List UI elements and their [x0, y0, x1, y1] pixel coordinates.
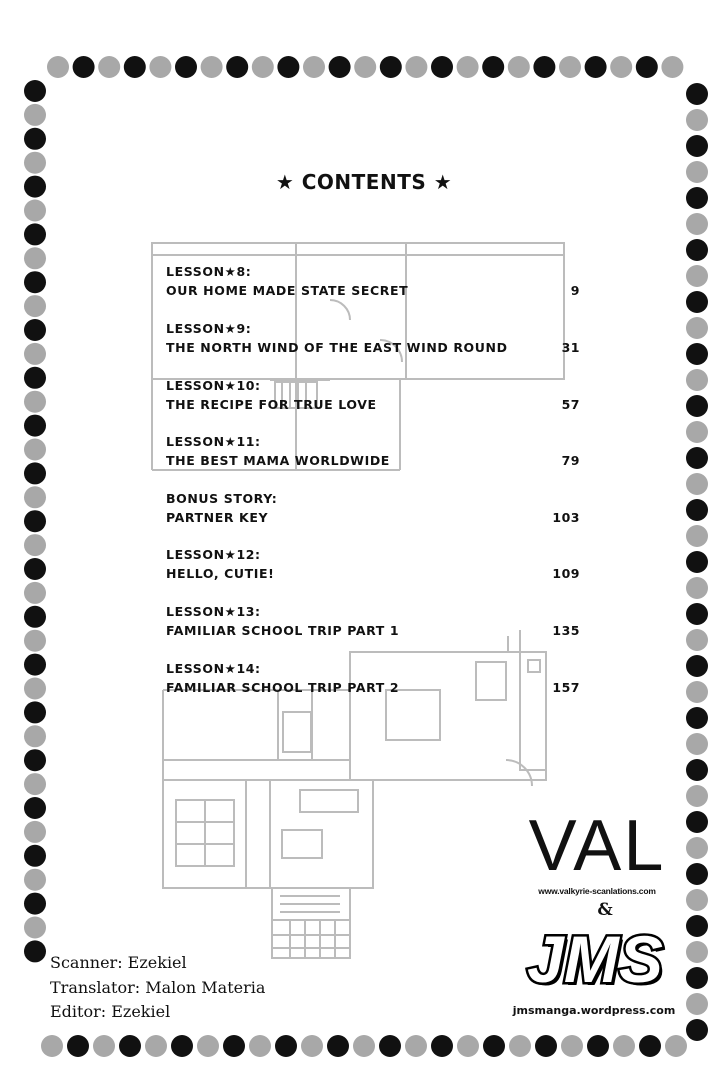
border-dot [587, 1035, 609, 1057]
border-dot [249, 1035, 271, 1057]
border-dot [24, 104, 46, 126]
border-dot [380, 56, 402, 78]
border-dot [559, 56, 581, 78]
toc-entry-title: PARTNER KEY [166, 510, 269, 525]
border-dot [686, 551, 708, 573]
toc-entry-label: LESSON★11: [166, 434, 261, 449]
credit-translator: Translator: Malon Materia [50, 977, 266, 997]
toc-entry-title: THE RECIPE FOR TRUE LOVE [166, 397, 377, 412]
toc-entry-page: 103 [552, 510, 580, 525]
toc-entry-title: THE NORTH WIND OF THE EAST WIND ROUND [166, 340, 508, 355]
border-dot [124, 56, 146, 78]
border-dot [24, 582, 46, 604]
toc-entry-page: 109 [552, 566, 580, 581]
border-dot [98, 56, 120, 78]
border-dot [24, 869, 46, 891]
border-dot [686, 317, 708, 339]
border-dot [686, 83, 708, 105]
border-dot [41, 1035, 63, 1057]
border-dot [275, 1035, 297, 1057]
val-website[interactable]: www.valkyrie-scanlations.com [538, 886, 656, 896]
toc-entry-label: LESSON★10: [166, 378, 261, 393]
border-dot [303, 56, 325, 78]
border-dot [24, 558, 46, 580]
toc-entry-label: LESSON★8: [166, 264, 252, 279]
toc-entry-lesson-9[interactable] [166, 319, 580, 371]
border-dot [67, 1035, 89, 1057]
border-dot [24, 128, 46, 150]
toc-entry-lesson-13[interactable] [166, 602, 580, 654]
border-dot [24, 415, 46, 437]
border-dot [24, 534, 46, 556]
contents-title: ★ CONTENTS ★ [275, 170, 453, 194]
border-dot [686, 759, 708, 781]
border-dot [636, 56, 658, 78]
border-dot [686, 343, 708, 365]
toc-entry-lesson-14[interactable] [166, 659, 580, 711]
toc-entry-label: LESSON★13: [166, 604, 261, 619]
border-dot [175, 56, 197, 78]
credit-editor: Editor: Ezekiel [50, 1002, 171, 1021]
toc-entry-label: LESSON★14: [166, 661, 261, 676]
border-dot [354, 56, 376, 78]
border-dot [24, 678, 46, 700]
toc-entry-lesson-10[interactable] [166, 376, 580, 428]
border-dot [686, 239, 708, 261]
border-dot [405, 1035, 427, 1057]
border-dot [24, 821, 46, 843]
border-dot [457, 1035, 479, 1057]
border-dot [483, 1035, 505, 1057]
border-dot [509, 1035, 531, 1057]
toc-entry-page: 31 [561, 340, 580, 355]
border-dot [535, 1035, 557, 1057]
border-dot [24, 845, 46, 867]
toc-entry-title: OUR HOME MADE STATE SECRET [166, 283, 409, 298]
border-dot [24, 773, 46, 795]
toc-entry-page: 79 [561, 453, 580, 468]
border-dot [24, 247, 46, 269]
border-dot [329, 56, 351, 78]
border-dot [252, 56, 274, 78]
border-dot [686, 291, 708, 313]
border-dot [482, 56, 504, 78]
toc-entry-page: 9 [570, 283, 580, 298]
border-dot [24, 391, 46, 413]
border-dot [686, 525, 708, 547]
border-dot [661, 56, 683, 78]
toc-entry-page: 57 [561, 397, 580, 412]
border-dot [686, 863, 708, 885]
border-dot [686, 707, 708, 729]
toc-entry-lesson-12[interactable] [166, 545, 580, 597]
border-dot [457, 56, 479, 78]
toc-entry-lesson-11[interactable] [166, 432, 580, 484]
border-dot [24, 701, 46, 723]
border-dot [24, 749, 46, 771]
border-dot [686, 993, 708, 1015]
toc-entry-title: FAMILIAR SCHOOL TRIP PART 2 [166, 680, 400, 695]
border-dot [585, 56, 607, 78]
border-dot [73, 56, 95, 78]
border-dot [24, 462, 46, 484]
border-dot [24, 893, 46, 915]
border-dot [145, 1035, 167, 1057]
border-dot [686, 395, 708, 417]
border-dot [277, 56, 299, 78]
val-logo: VAL [528, 806, 666, 886]
credit-scanner: Scanner: Ezekiel [50, 953, 187, 972]
border-dot [561, 1035, 583, 1057]
border-dot [686, 473, 708, 495]
border-dot [686, 811, 708, 833]
toc-entry-page: 157 [552, 680, 580, 695]
border-dot [197, 1035, 219, 1057]
border-dot [379, 1035, 401, 1057]
toc-entry-title: THE BEST MAMA WORLDWIDE [166, 453, 390, 468]
toc-entry-title: FAMILIAR SCHOOL TRIP PART 1 [166, 623, 400, 638]
border-dot [301, 1035, 323, 1057]
border-dot [24, 271, 46, 293]
scanlation-credits [50, 951, 265, 1025]
toc-entry-label: LESSON★12: [166, 547, 261, 562]
border-dot [686, 655, 708, 677]
border-dot [686, 889, 708, 911]
border-dot [119, 1035, 141, 1057]
toc-entry-title: HELLO, CUTIE! [166, 566, 275, 581]
border-dot [24, 295, 46, 317]
border-dot [24, 80, 46, 102]
jms-logo: JMS [527, 922, 663, 996]
border-dot [24, 797, 46, 819]
border-dot [24, 223, 46, 245]
border-dot [24, 343, 46, 365]
border-dot [686, 681, 708, 703]
border-dot [24, 367, 46, 389]
border-dot [24, 510, 46, 532]
border-dot [639, 1035, 661, 1057]
border-dot [686, 421, 708, 443]
ampersand: & [597, 900, 613, 920]
border-dot [686, 967, 708, 989]
border-dot [533, 56, 555, 78]
border-dot [686, 447, 708, 469]
border-dot [171, 1035, 193, 1057]
border-dot [686, 785, 708, 807]
border-dot [686, 603, 708, 625]
toc-entry-label: BONUS STORY: [166, 491, 278, 506]
border-dot [93, 1035, 115, 1057]
border-dot [405, 56, 427, 78]
border-dot [24, 319, 46, 341]
border-dot [686, 213, 708, 235]
border-dot [353, 1035, 375, 1057]
border-dot [24, 940, 46, 962]
border-dot [201, 56, 223, 78]
border-dot [226, 56, 248, 78]
border-dot [686, 499, 708, 521]
border-dot [431, 56, 453, 78]
border-dot [24, 486, 46, 508]
border-dot [431, 1035, 453, 1057]
jms-website[interactable]: jmsmanga.wordpress.com [512, 1004, 676, 1017]
border-dot [686, 1019, 708, 1041]
border-dot [610, 56, 632, 78]
border-dot [24, 200, 46, 222]
toc-entry-lesson-8[interactable] [166, 262, 580, 314]
toc-entry-bonus-story[interactable] [166, 489, 580, 541]
border-dot [24, 630, 46, 652]
border-dot [686, 915, 708, 937]
border-dot [686, 941, 708, 963]
border-dot [149, 56, 171, 78]
border-dot [24, 654, 46, 676]
border-dot [24, 917, 46, 939]
border-dot [508, 56, 530, 78]
toc-entry-label: LESSON★9: [166, 321, 252, 336]
border-dot [223, 1035, 245, 1057]
border-dot [686, 733, 708, 755]
border-dot [686, 629, 708, 651]
border-dot [686, 837, 708, 859]
border-dot [686, 135, 708, 157]
border-dot [686, 369, 708, 391]
border-dot [686, 109, 708, 131]
border-dot [24, 439, 46, 461]
border-dot [327, 1035, 349, 1057]
border-dot [24, 725, 46, 747]
border-dot [47, 56, 69, 78]
border-dot [665, 1035, 687, 1057]
border-dot [24, 606, 46, 628]
border-dot [686, 577, 708, 599]
toc-entry-page: 135 [552, 623, 580, 638]
border-dot [613, 1035, 635, 1057]
border-dot [686, 265, 708, 287]
